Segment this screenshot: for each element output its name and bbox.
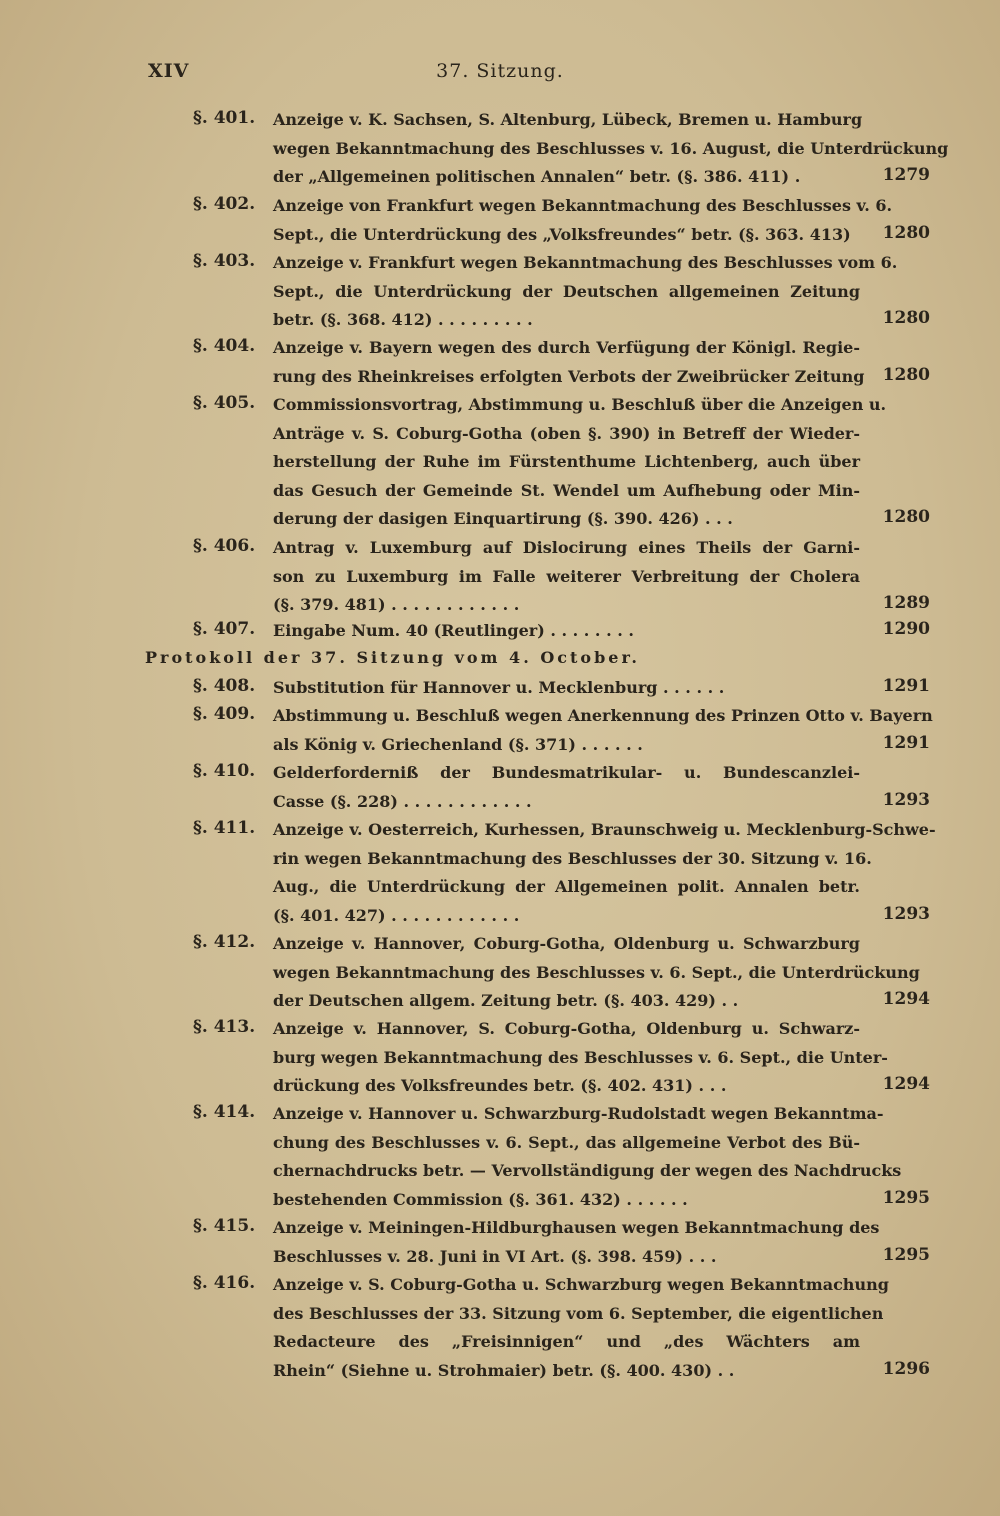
entry-text-line: Anzeige v. Meiningen-Hildburghausen wegen Bekanntmachung des bbox=[273, 1218, 880, 1237]
entry-text-line: Anzeige von Frankfurt wegen Bekanntmachung des Beschlusses v. 6. bbox=[273, 196, 893, 215]
section-number: §. 414. bbox=[193, 1102, 256, 1122]
page-reference: 1280 bbox=[882, 364, 930, 385]
entry-text-line: Casse (§. 228) . . . . . . . . . . . . bbox=[273, 791, 532, 811]
section-number: §. 404. bbox=[193, 336, 256, 356]
entry-text-line: bestehenden Commission (§. 361. 432) . . . . . . bbox=[273, 1189, 688, 1209]
entry-text-line: Abstimmung u. Beschluß wegen Anerkennung des Prinzen Otto v. Bayern bbox=[273, 706, 933, 725]
section-number: §. 413. bbox=[193, 1017, 256, 1037]
page-reference: 1280 bbox=[882, 222, 930, 243]
entry-text-line: Beschlusses v. 28. Juni in VI Art. (§. 398. 459) . . . bbox=[273, 1246, 717, 1266]
entry-text-line: betr. (§. 368. 412) . . . . . . . . . bbox=[273, 310, 533, 329]
section-number: §. 406. bbox=[193, 536, 256, 556]
section-number: §. 401. bbox=[193, 108, 256, 128]
section-number: §. 407. bbox=[193, 619, 256, 639]
page-reference: 1279 bbox=[882, 165, 930, 185]
protocol-heading: Protokoll der 37. Sitzung vom 4. October. bbox=[145, 648, 640, 667]
entry-text-line: als König v. Griechenland (§. 371) . . . . . . bbox=[273, 734, 643, 754]
entry-text-line: Commissionsvortrag, Abstimmung u. Beschluß über die Anzeigen u. bbox=[273, 395, 887, 414]
entry-text-line: der „Allgemeinen politischen Annalen“ betr. (§. 386. 411) . bbox=[273, 167, 801, 186]
section-number: §. 408. bbox=[193, 676, 256, 696]
entry-text-line: das Gesuch der Gemeinde St. Wendel um Aufhebung oder Min- bbox=[273, 480, 860, 500]
entry-text-line: Anzeige v. Hannover, S. Coburg-Gotha, Oldenburg u. Schwarz- bbox=[273, 1019, 860, 1038]
section-number: §. 405. bbox=[193, 393, 256, 413]
entry-text-line: Sept., die Unterdrückung des „Volksfreundes“ betr. (§. 363. 413) bbox=[273, 224, 851, 244]
section-number: §. 412. bbox=[193, 932, 256, 952]
entry-text-line: Anzeige v. Hannover u. Schwarzburg-Rudolstadt wegen Bekanntma- bbox=[273, 1104, 884, 1123]
entry-text-line: son zu Luxemburg im Falle weiterer Verbreitung der Cholera bbox=[273, 566, 860, 586]
entry-text-line: derung der dasigen Einquartirung (§. 390. 426) . . . bbox=[273, 509, 733, 528]
entry-text-line: Redacteure des „Freisinnigen“ und „des Wächters am bbox=[273, 1332, 860, 1351]
page-number: XIV bbox=[148, 60, 190, 82]
entry-text-line: chernachdrucks betr. — Vervollständigung der wegen des Nachdrucks bbox=[273, 1161, 902, 1180]
entry-text-line: drückung des Volksfreundes betr. (§. 402. 431) . . . bbox=[273, 1076, 727, 1095]
entry-text-line: chung des Beschlusses v. 6. Sept., das allgemeine Verbot des Bü- bbox=[273, 1132, 860, 1152]
entry-text-line: wegen Bekanntmachung des Beschlusses v. 16. August, die Unterdrückung bbox=[273, 138, 949, 158]
section-number: §. 409. bbox=[193, 704, 256, 724]
entry-text-line: des Beschlusses der 33. Sitzung vom 6. September, die eigentlichen bbox=[273, 1303, 884, 1323]
page-reference: 1294 bbox=[882, 989, 930, 1009]
page-reference: 1291 bbox=[882, 676, 930, 696]
entry-text-line: Eingabe Num. 40 (Reutlinger) . . . . . . . . bbox=[273, 621, 634, 640]
section-number: §. 411. bbox=[193, 818, 256, 838]
entry-text-line: Anzeige v. S. Coburg-Gotha u. Schwarzburg wegen Bekanntmachung bbox=[273, 1275, 889, 1294]
entry-text-line: Anzeige v. Bayern wegen des durch Verfügung der Königl. Regie- bbox=[273, 338, 860, 357]
entry-text-line: Anzeige v. Hannover, Coburg-Gotha, Oldenburg u. Schwarzburg bbox=[273, 934, 860, 953]
page-reference: 1280 bbox=[882, 507, 930, 527]
page-reference: 1293 bbox=[882, 789, 930, 810]
page-title: 37. Sitzung. bbox=[436, 60, 564, 82]
section-number: §. 410. bbox=[193, 761, 256, 781]
entry-text-line: rung des Rheinkreises erfolgten Verbots der Zweibrücker Zeitung bbox=[273, 366, 865, 386]
section-number: §. 415. bbox=[193, 1216, 256, 1236]
entry-text-line: (§. 401. 427) . . . . . . . . . . . . bbox=[273, 905, 520, 925]
page-reference: 1291 bbox=[882, 732, 930, 753]
entry-text-line: Gelderforderniß der Bundesmatrikular- u. Bundescanzlei- bbox=[273, 763, 860, 782]
entry-text-line: Anträge v. S. Coburg-Gotha (oben §. 390) in Betreff der Wieder- bbox=[273, 423, 860, 443]
page-reference: 1294 bbox=[882, 1074, 930, 1094]
page-reference: 1280 bbox=[882, 308, 930, 328]
page-reference: 1293 bbox=[882, 903, 930, 924]
entry-text-line: Antrag v. Luxemburg auf Dislocirung eines Theils der Garni- bbox=[273, 538, 860, 557]
entry-text-line: Sept., die Unterdrückung der Deutschen allgemeinen Zeitung bbox=[273, 281, 860, 301]
entry-text-line: wegen Bekanntmachung des Beschlusses v. 6. Sept., die Unterdrückung bbox=[273, 962, 920, 982]
entry-text-line: rin wegen Bekanntmachung des Beschlusses der 30. Sitzung v. 16. bbox=[273, 848, 872, 868]
entry-text-line: Anzeige v. Oesterreich, Kurhessen, Braunschweig u. Mecklenburg-Schwe- bbox=[273, 820, 936, 839]
entry-text-line: Aug., die Unterdrückung der Allgemeinen polit. Annalen betr. bbox=[273, 877, 860, 896]
entry-text-line: burg wegen Bekanntmachung des Beschlusses v. 6. Sept., die Unter- bbox=[273, 1047, 888, 1067]
entry-text-line: Rhein“ (Siehne u. Strohmaier) betr. (§. 400. 430) . . bbox=[273, 1360, 735, 1380]
section-number: §. 402. bbox=[193, 194, 256, 214]
page-reference: 1290 bbox=[882, 619, 930, 639]
entry-text-line: Anzeige v. Frankfurt wegen Bekanntmachung des Beschlusses vom 6. bbox=[273, 253, 898, 272]
page-reference: 1295 bbox=[882, 1244, 930, 1265]
section-number: §. 416. bbox=[193, 1273, 256, 1293]
page-reference: 1295 bbox=[882, 1187, 930, 1208]
entry-text-line: der Deutschen allgem. Zeitung betr. (§. 403. 429) . . bbox=[273, 991, 739, 1010]
page-reference: 1289 bbox=[882, 593, 930, 613]
entry-text-line: herstellung der Ruhe im Fürstenthume Lichtenberg, auch über bbox=[273, 452, 860, 471]
page-reference: 1296 bbox=[882, 1358, 930, 1379]
section-number: §. 403. bbox=[193, 251, 256, 271]
entry-text-line: Anzeige v. K. Sachsen, S. Altenburg, Lübeck, Bremen u. Hamburg bbox=[273, 110, 863, 129]
entry-text-line: (§. 379. 481) . . . . . . . . . . . . bbox=[273, 595, 520, 614]
entry-text-line: Substitution für Hannover u. Mecklenburg . . . . . . bbox=[273, 678, 725, 697]
